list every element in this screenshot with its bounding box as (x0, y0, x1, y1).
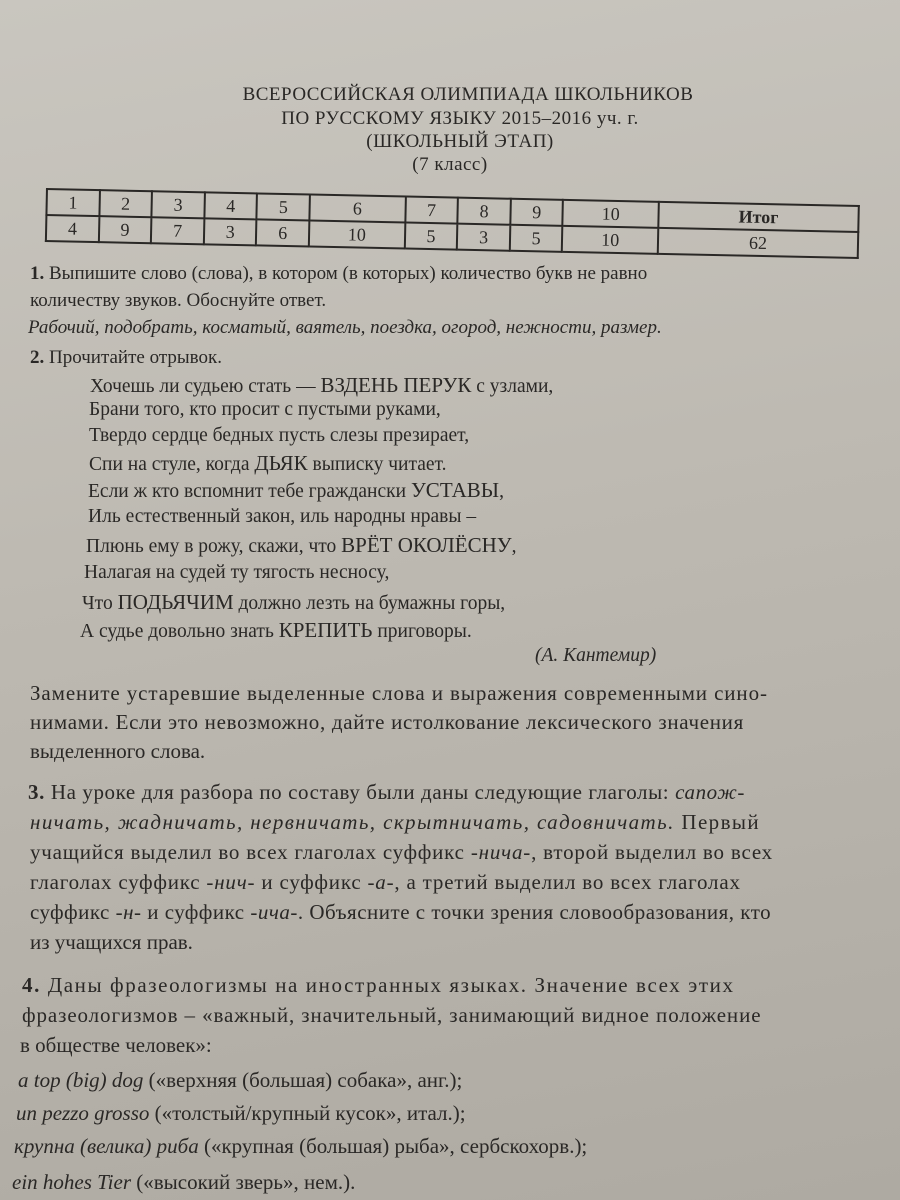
task3-line1: 3. На уроке для разбора по составу были даны следующие глаголы: сапож- (28, 780, 745, 804)
score-header-total: Итог (658, 202, 858, 232)
highlighted-word: ПОДЬЯЧИМ (117, 590, 234, 614)
task2-intro: Прочитайте отрывок. (49, 347, 222, 368)
task3-line2: ничать, жадничать, нервничать, скрытничать, садовничать. Первый (30, 810, 761, 834)
poem-line: Если ж кто вспомнит тебе граждански УСТАВЫ, (88, 478, 504, 502)
score-value-cell: 5 (510, 225, 563, 252)
score-value-cell: 4 (46, 215, 99, 242)
score-value-cell: 5 (404, 223, 457, 250)
score-value-cell: 3 (204, 218, 257, 245)
task3-line4: глаголах суффикс -нич- и суффикс -а-, а третий выделил во всех глаголах (30, 870, 741, 894)
poem-line: Налагая на судей ту тягость несносу, (84, 562, 390, 583)
task2-instruction-line3: выделенного слова. (30, 739, 206, 763)
score-table (45, 188, 860, 259)
task1-line1 (30, 263, 647, 285)
highlighted-word: ВЗДЕНЬ ПЕРУК (320, 373, 472, 397)
score-header-cell: 7 (405, 197, 458, 224)
task1-text-line2: количеству звуков. Обоснуйте ответ. (30, 290, 327, 311)
task1-word-list: Рабочий, подобрать, косматый, ваятель, поездка, огород, нежности, размер. (28, 317, 662, 338)
phrase-item: крупна (велика) риба («крупная (большая) рыба», сербскохорв.); (14, 1134, 588, 1158)
task3-line5: суффикс -н- и суффикс -ича-. Объясните с точки зрения словообразования, кто (30, 900, 772, 924)
header-stage: (ШКОЛЬНЫЙ ЭТАП) (366, 131, 554, 152)
task2-instruction-line2: нимами. Если это невозможно, дайте истолкование лексического значения (30, 710, 744, 734)
task3-line6: из учащихся прав. (30, 930, 193, 954)
score-header-cell: 1 (46, 189, 99, 216)
highlighted-word: ДЬЯК (254, 451, 308, 475)
poem-line: Спи на стуле, когда ДЬЯК выписку читает. (89, 451, 447, 475)
task4-line3: в обществе человек»: (20, 1033, 212, 1057)
score-value-cell: 3 (457, 224, 510, 251)
poem-line: Хочешь ли судьею стать — ВЗДЕНЬ ПЕРУК с узлами, (90, 373, 554, 397)
task4-line2: фразеологизмов – «важный, значительный, занимающий видное положение (22, 1003, 762, 1027)
task4-line1: 4. Даны фразеологизмы на иностранных языках. Значение всех этих (22, 973, 735, 997)
score-header-cell: 8 (458, 198, 511, 225)
header-title: ВСЕРОССИЙСКАЯ ОЛИМПИАДА ШКОЛЬНИКОВ (242, 84, 694, 105)
poem-line: Иль естественный закон, иль народны нравы – (88, 506, 477, 527)
poem-line: А судье довольно знать КРЕПИТЬ приговоры. (80, 618, 472, 642)
score-value-cell: 10 (309, 221, 405, 249)
task1-text-line1: Выпишите слово (слова), в котором (в которых) количество букв не равно (49, 263, 648, 284)
highlighted-word: УСТАВЫ (410, 478, 500, 502)
header-grade: (7 класс) (412, 154, 488, 175)
score-header-cell: 6 (309, 195, 405, 223)
header-subject: ПО РУССКОМУ ЯЗЫКУ 2015–2016 уч. г. (281, 108, 639, 129)
poem-line: Что ПОДЬЯЧИМ должно лезть на бумажны горы, (82, 590, 506, 614)
score-value-cell: 7 (151, 217, 204, 244)
score-header-cell: 2 (99, 190, 152, 217)
phrase-item: a top (big) dog («верхняя (большая) собака», анг.); (18, 1068, 463, 1092)
poem-line: Брани того, кто просит с пустыми руками, (89, 399, 441, 420)
task2-number: 2. (30, 347, 45, 368)
poem-line: Твердо сердце бедных пусть слезы презирает, (89, 425, 470, 446)
score-value-cell: 6 (256, 219, 309, 246)
phrase-item: ein hohes Tier («высокий зверь», нем.). (12, 1170, 356, 1194)
task2-intro-line (30, 347, 222, 369)
score-header-cell: 4 (204, 192, 257, 219)
task3-line3: учащийся выделил во всех глаголах суффикс -нича-, второй выделил во всех (30, 840, 773, 864)
phrase-item: un pezzo grosso («толстый/крупный кусок», итал.); (16, 1101, 466, 1125)
task2-instruction-line1: Замените устаревшие выделенные слова и выражения современными сино- (30, 681, 768, 705)
task4-number: 4. (22, 973, 41, 997)
score-header-cell: 3 (152, 191, 205, 218)
score-value-total: 62 (658, 228, 858, 258)
task1-number: 1. (30, 263, 45, 284)
poem-line: Плюнь ему в рожу, скажи, что ВРЁТ ОКОЛЁСНУ, (86, 533, 517, 557)
highlighted-word: КРЕПИТЬ (278, 618, 373, 642)
poem-author: (А. Кантемир) (535, 645, 657, 666)
score-value-cell: 9 (98, 216, 151, 243)
score-header-cell: 10 (563, 200, 659, 228)
highlighted-word: ВРЁТ ОКОЛЁСНУ (341, 533, 512, 557)
task3-number: 3. (28, 780, 45, 804)
score-header-cell: 5 (257, 193, 310, 220)
score-value-cell: 10 (562, 226, 658, 254)
score-header-cell: 9 (510, 199, 563, 226)
